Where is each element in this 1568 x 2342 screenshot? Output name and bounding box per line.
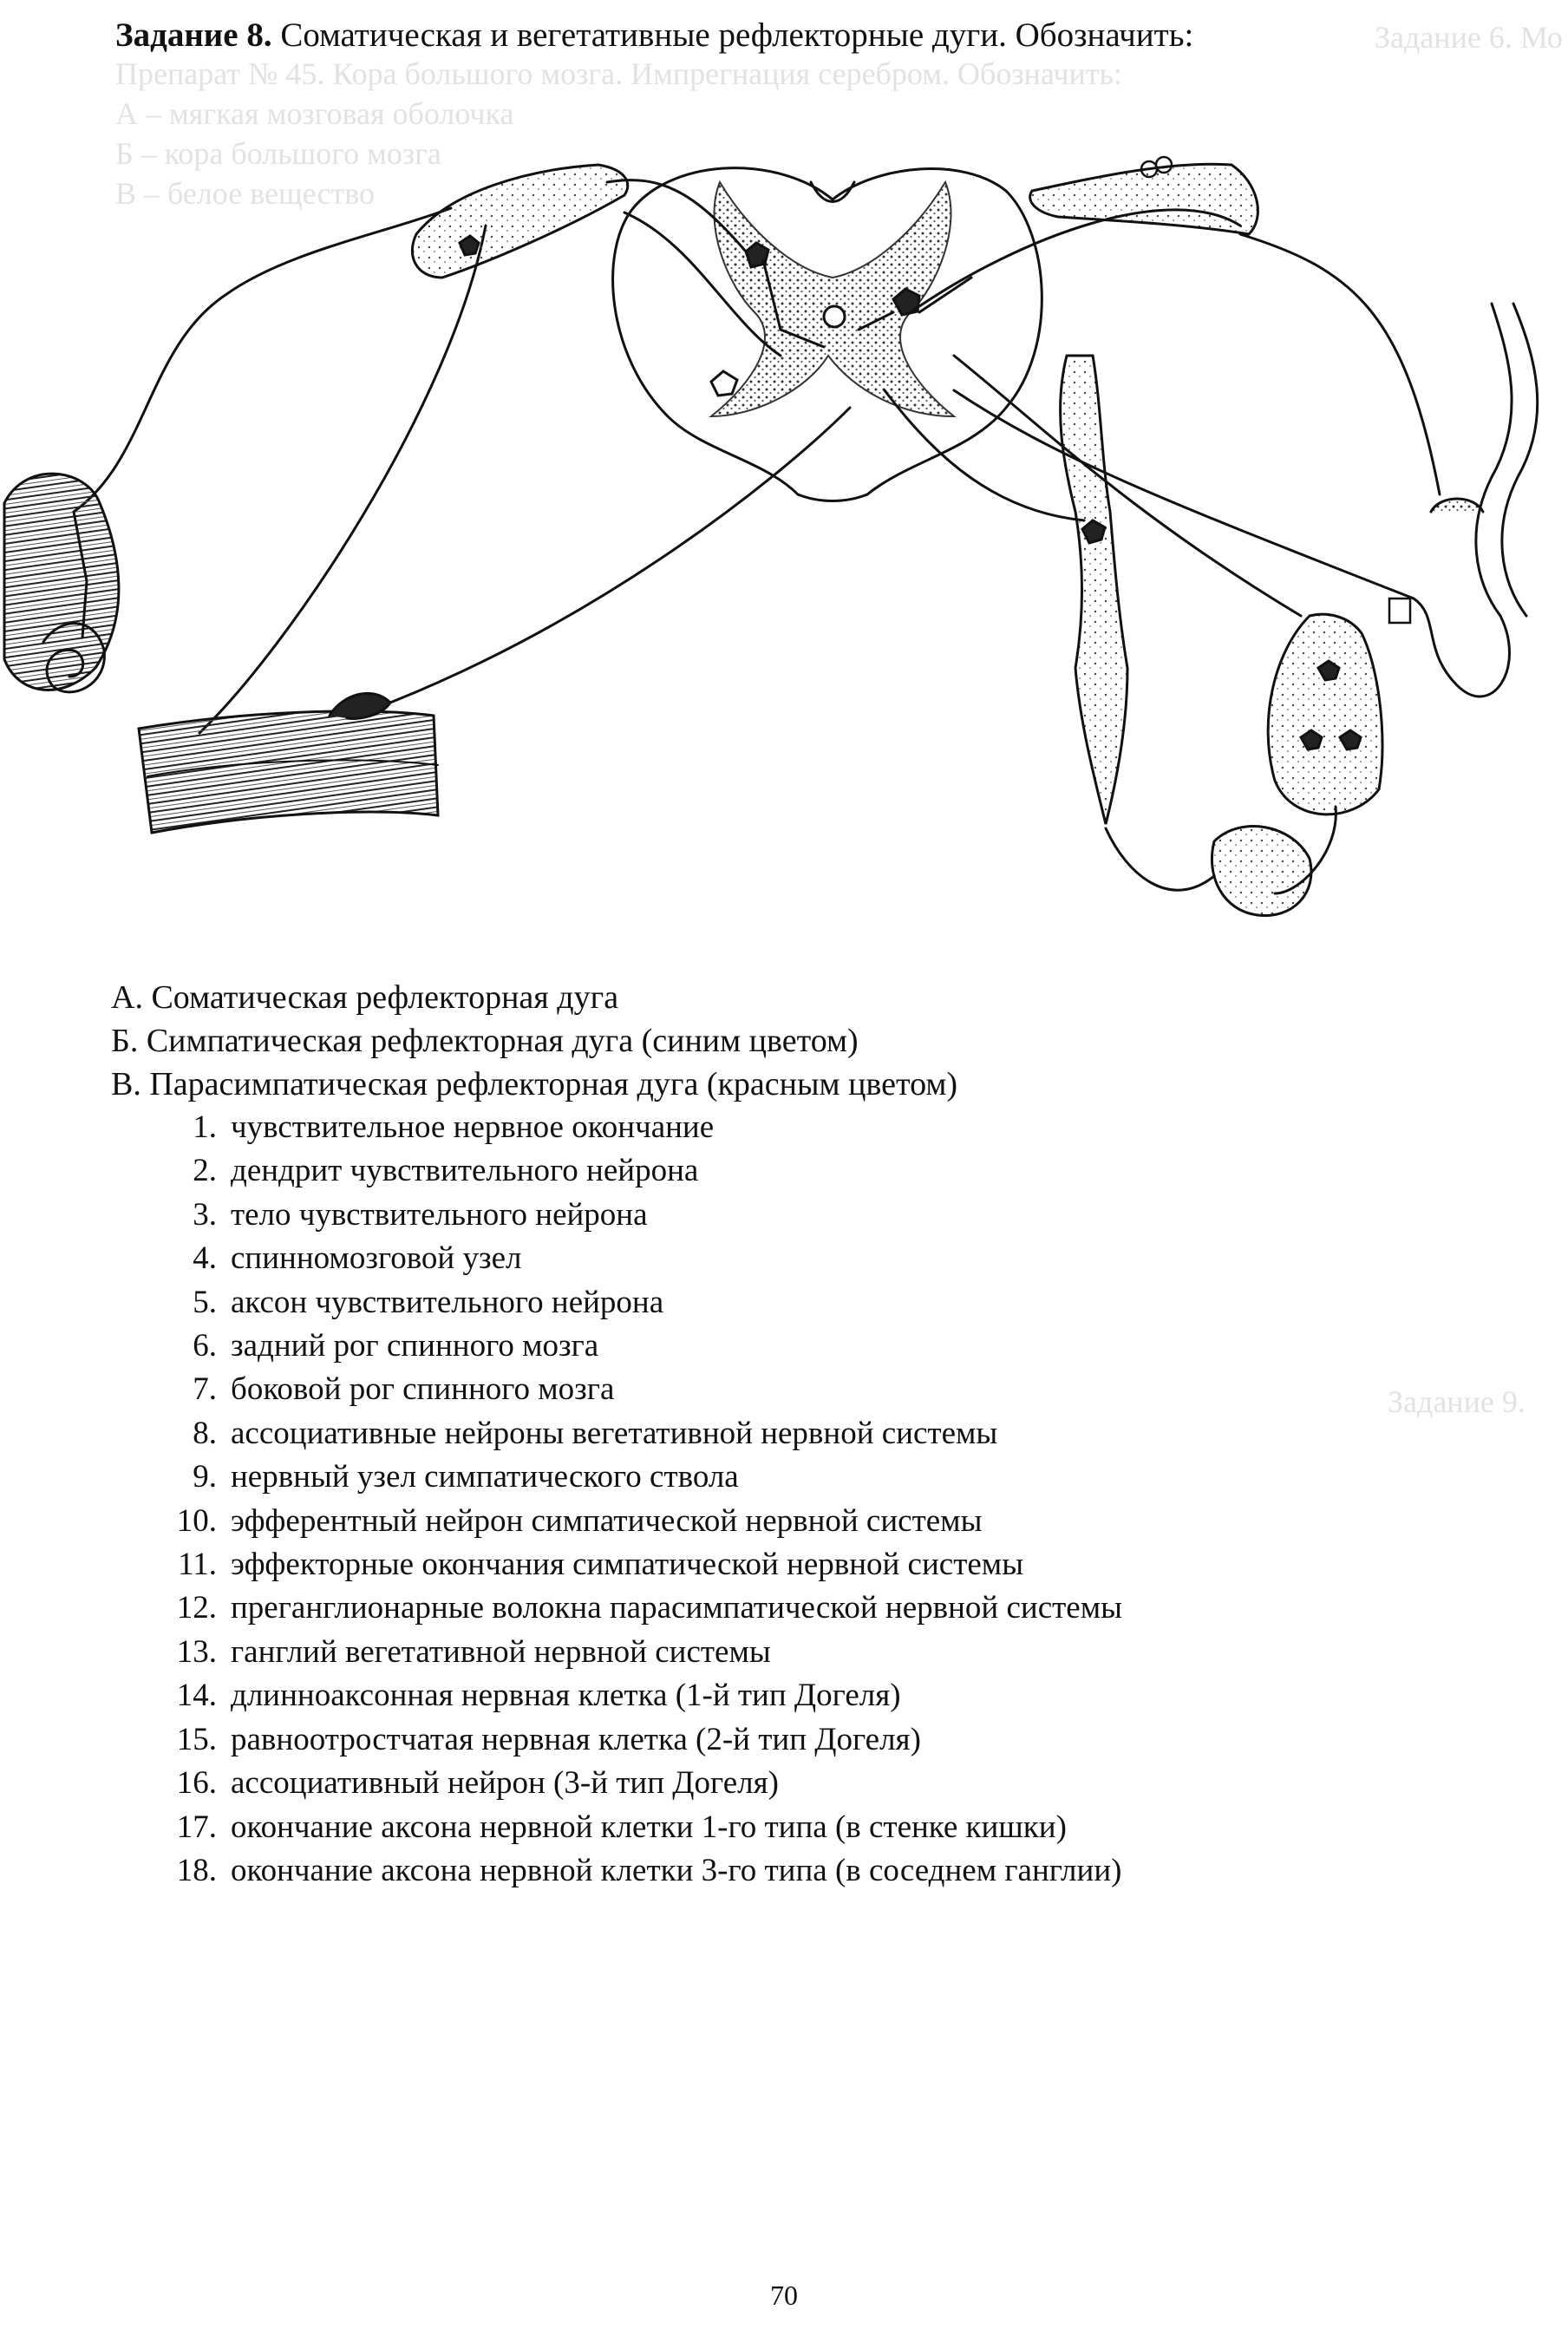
item-number: 8. <box>193 1415 217 1451</box>
item-number: 1. <box>193 1109 217 1145</box>
bleed-through-text: Задание 9. <box>1388 1384 1526 1419</box>
bleed-through-text: Препарат № 45. Кора большого мозга. Импрегнация серебром. Обозначить: <box>115 56 1122 91</box>
item-text: окончание аксона нервной клетки 1-го типа (в стенке кишки) <box>231 1809 1067 1845</box>
list-item <box>165 1631 1122 1674</box>
item-text: ассоциативные нейроны вегетативной нервной системы <box>231 1415 998 1451</box>
item-text: боковой рог спинного мозга <box>231 1371 615 1408</box>
intestine-wall <box>1389 304 1538 697</box>
arc-sections <box>111 976 957 1106</box>
item-text: эфферентный нейрон симпатической нервной системы <box>231 1502 983 1539</box>
item-number: 14. <box>176 1678 217 1714</box>
spinal-ganglion <box>412 165 627 278</box>
item-number: 12. <box>176 1590 217 1626</box>
section-parasympathetic: В. Парасимпатическая рефлекторная дуга (красным цветом) <box>111 1066 958 1102</box>
list-item <box>165 1762 1122 1805</box>
item-text: тело чувствительного нейрона <box>231 1196 648 1233</box>
item-text: преганглионарные волокна парасимпатической нервной системы <box>231 1590 1122 1626</box>
list-item <box>165 1325 1122 1368</box>
item-text: нервный узел симпатического ствола <box>231 1459 739 1495</box>
list-item <box>165 1849 1122 1893</box>
item-text: чувствительное нервное окончание <box>231 1109 715 1145</box>
bleed-through-text: А – мягкая мозговая оболочка <box>115 96 514 131</box>
right-ganglion <box>1030 157 1258 234</box>
skin-receptor <box>4 474 119 692</box>
task-title <box>115 16 1193 55</box>
list-item <box>165 1543 1122 1586</box>
list-item <box>165 1281 1122 1325</box>
list-item <box>165 1194 1122 1237</box>
label-list <box>165 1106 1122 1893</box>
sympathetic-trunk-ganglion <box>1061 356 1127 824</box>
item-number: 6. <box>193 1328 217 1364</box>
item-number: 9. <box>193 1459 217 1495</box>
item-number: 18. <box>176 1852 217 1888</box>
item-text: задний рог спинного мозга <box>231 1328 599 1364</box>
list-item <box>165 1149 1122 1193</box>
item-number: 15. <box>176 1721 217 1757</box>
list-item <box>165 1106 1122 1149</box>
item-number: 13. <box>176 1633 217 1670</box>
autonomic-ganglion <box>1268 614 1382 814</box>
skeletal-muscle <box>139 693 438 833</box>
list-item <box>165 1806 1122 1849</box>
reflex-arc-figure <box>0 130 1568 937</box>
item-number: 7. <box>193 1371 217 1408</box>
list-item <box>165 1368 1122 1411</box>
list-item <box>165 1412 1122 1456</box>
item-number: 3. <box>193 1196 217 1233</box>
item-number: 5. <box>193 1284 217 1320</box>
bleed-through-text: В – белое вещество <box>115 176 376 211</box>
list-item <box>165 1500 1122 1543</box>
item-text: равноотростчатая нервная клетка (2-й тип Догеля) <box>231 1721 921 1757</box>
effector-cell <box>1212 827 1310 916</box>
section-somatic: А. Соматическая рефлекторная дуга <box>111 979 619 1016</box>
page-number: 70 <box>770 2280 798 2311</box>
item-text: эффекторные окончания симпатической нервной системы <box>231 1547 1024 1583</box>
item-number: 16. <box>176 1765 217 1802</box>
item-text: спинномозговой узел <box>231 1240 522 1277</box>
list-item <box>165 1237 1122 1280</box>
item-text: окончание аксона нервной клетки 3-го типа (в соседнем ганглии) <box>231 1852 1122 1888</box>
item-number: 11. <box>178 1547 217 1583</box>
item-text: длинноаксонная нервная клетка (1-й тип Догеля) <box>231 1678 901 1714</box>
task-label: Задание 8. <box>115 16 272 54</box>
list-item <box>165 1718 1122 1762</box>
list-item <box>165 1586 1122 1630</box>
item-text: ассоциативный нейрон (3-й тип Догеля) <box>231 1765 779 1802</box>
item-text: дендрит чувствительного нейрона <box>231 1153 699 1189</box>
item-number: 4. <box>193 1240 217 1277</box>
section-sympathetic: Б. Симпатическая рефлекторная дуга (синим цветом) <box>111 1023 859 1059</box>
list-item <box>165 1674 1122 1717</box>
list-item <box>165 1456 1122 1499</box>
item-number: 10. <box>176 1502 217 1539</box>
item-number: 17. <box>176 1809 217 1845</box>
task-text: Соматическая и вегетативные рефлекторные дуги. Обозначить: <box>280 16 1194 54</box>
item-text: аксон чувствительного нейрона <box>231 1284 664 1320</box>
item-number: 2. <box>193 1153 217 1189</box>
bleed-through-text: Задание 6. Мо <box>1375 20 1563 55</box>
bleed-through-text: Б – кора большого мозга <box>115 136 441 171</box>
item-text: ганглий вегетативной нервной системы <box>231 1633 771 1670</box>
